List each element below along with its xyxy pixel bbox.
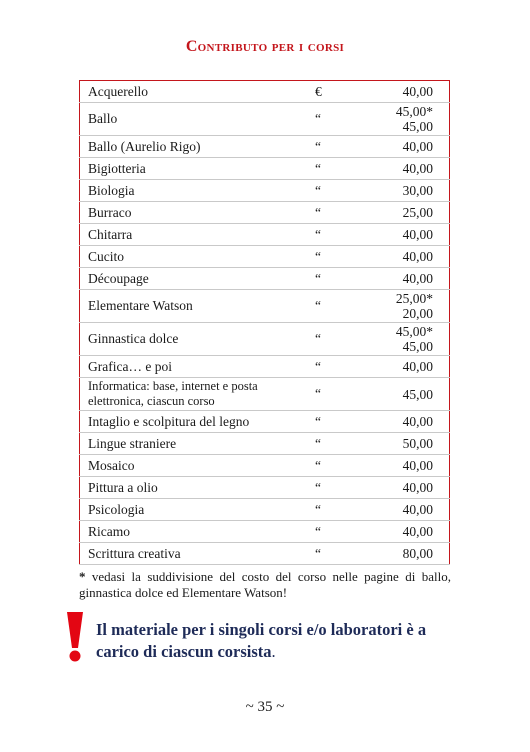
currency-mark: “ — [315, 268, 353, 290]
price-value: 45,00 — [402, 386, 433, 402]
course-price — [353, 268, 450, 290]
course-name: Bigiotteria — [80, 158, 316, 180]
footnote-star: * — [79, 569, 86, 584]
price-value: 50,00 — [402, 436, 433, 451]
course-price — [353, 411, 450, 433]
course-price — [353, 290, 450, 323]
table-row — [80, 103, 450, 136]
course-name: Lingue straniere — [80, 433, 316, 455]
table-row — [80, 543, 450, 565]
price-value: 40,00 — [402, 359, 433, 374]
currency-mark: “ — [315, 246, 353, 268]
currency-mark: “ — [315, 411, 353, 433]
course-price — [353, 433, 450, 455]
price-value: 45,00 — [402, 119, 433, 134]
course-name: Intaglio e scolpitura del legno — [80, 411, 316, 433]
currency-mark: “ — [315, 356, 353, 378]
table-row — [80, 224, 450, 246]
table-row — [80, 81, 450, 103]
price-value: 40,00 — [402, 139, 433, 154]
price-value: 25,00 — [402, 205, 433, 220]
course-name: Grafica… e poi — [80, 356, 316, 378]
price-value: 30,00 — [402, 183, 433, 198]
table-row — [80, 136, 450, 158]
course-name: Chitarra — [80, 224, 316, 246]
currency-mark: “ — [315, 433, 353, 455]
footnote — [79, 569, 451, 601]
course-price — [353, 323, 450, 356]
course-name: Cucito — [80, 246, 316, 268]
table-row — [80, 499, 450, 521]
price-value: 20,00 — [402, 306, 433, 321]
price-value: 40,00 — [402, 249, 433, 264]
course-price — [353, 158, 450, 180]
currency-mark: “ — [315, 103, 353, 136]
course-price — [353, 136, 450, 158]
currency-mark: “ — [315, 202, 353, 224]
footnote-text: vedasi la suddivisione del costo del corso nelle pagine di ballo, ginnastica dolce ed Elementare Watson! — [79, 569, 451, 600]
course-name: Scrittura creativa — [80, 543, 316, 565]
currency-mark: “ — [315, 521, 353, 543]
currency-mark: “ — [315, 136, 353, 158]
exclamation-icon — [63, 610, 87, 662]
course-name: Biologia — [80, 180, 316, 202]
price-value: 40,00 — [402, 84, 433, 99]
course-name: Ballo (Aurelio Rigo) — [80, 136, 316, 158]
material-notice-text: Il materiale per i singoli corsi e/o laboratori è a carico di ciascun corsista — [96, 620, 427, 661]
table-row — [80, 378, 450, 411]
price-value: 40,00 — [402, 414, 433, 429]
price-value: 40,00 — [402, 458, 433, 473]
price-value: 45,00* — [395, 324, 433, 339]
course-price — [353, 521, 450, 543]
course-name: Acquerello — [80, 81, 316, 103]
course-price — [353, 246, 450, 268]
currency-mark: “ — [315, 290, 353, 323]
course-name: Ricamo — [80, 521, 316, 543]
currency-mark: “ — [315, 455, 353, 477]
course-name: Mosaico — [80, 455, 316, 477]
course-name: Découpage — [80, 268, 316, 290]
currency-mark: “ — [315, 158, 353, 180]
price-value: 40,00 — [402, 271, 433, 286]
currency-mark: “ — [315, 543, 353, 565]
course-price — [353, 356, 450, 378]
table-row — [80, 323, 450, 356]
course-name: Elementare Watson — [80, 290, 316, 323]
price-value: 25,00* — [395, 291, 433, 306]
price-value: 40,00 — [402, 524, 433, 539]
material-notice — [96, 619, 456, 663]
course-price — [353, 455, 450, 477]
course-price — [353, 477, 450, 499]
table-row — [80, 246, 450, 268]
currency-mark: “ — [315, 477, 353, 499]
table-row — [80, 477, 450, 499]
course-price-table — [79, 80, 450, 565]
page-title: Contributo per i corsi — [185, 38, 345, 55]
table-row — [80, 411, 450, 433]
table-row — [80, 202, 450, 224]
material-notice-period: . — [271, 642, 276, 661]
course-name: Burraco — [80, 202, 316, 224]
course-price — [353, 378, 450, 411]
course-name: Pittura a olio — [80, 477, 316, 499]
table-row — [80, 290, 450, 323]
course-price — [353, 81, 450, 103]
price-value: 40,00 — [402, 480, 433, 495]
price-value: 80,00 — [402, 546, 433, 561]
currency-mark: “ — [315, 499, 353, 521]
table-row — [80, 180, 450, 202]
table-row — [80, 356, 450, 378]
currency-mark: “ — [315, 180, 353, 202]
price-value: 40,00 — [402, 161, 433, 176]
table-row — [80, 268, 450, 290]
price-value: 45,00* — [395, 104, 433, 119]
course-name: Informatica: base, internet e posta elettronica, ciascun corso — [80, 378, 316, 411]
price-value: 45,00 — [402, 339, 433, 354]
price-value: 40,00 — [402, 227, 433, 242]
table-row — [80, 433, 450, 455]
course-price — [353, 224, 450, 246]
currency-mark: € — [315, 81, 353, 103]
table-row — [80, 521, 450, 543]
currency-mark: “ — [315, 323, 353, 356]
price-value: 40,00 — [402, 502, 433, 517]
currency-mark: “ — [315, 224, 353, 246]
course-name: Ginnastica dolce — [80, 323, 316, 356]
course-price — [353, 499, 450, 521]
course-price — [353, 103, 450, 136]
course-name: Ballo — [80, 103, 316, 136]
course-name: Psicologia — [80, 499, 316, 521]
page-number: ~ 35 ~ — [245, 699, 285, 715]
course-price — [353, 202, 450, 224]
table-row — [80, 455, 450, 477]
currency-mark: “ — [315, 378, 353, 411]
course-price — [353, 543, 450, 565]
course-price — [353, 180, 450, 202]
table-row — [80, 158, 450, 180]
